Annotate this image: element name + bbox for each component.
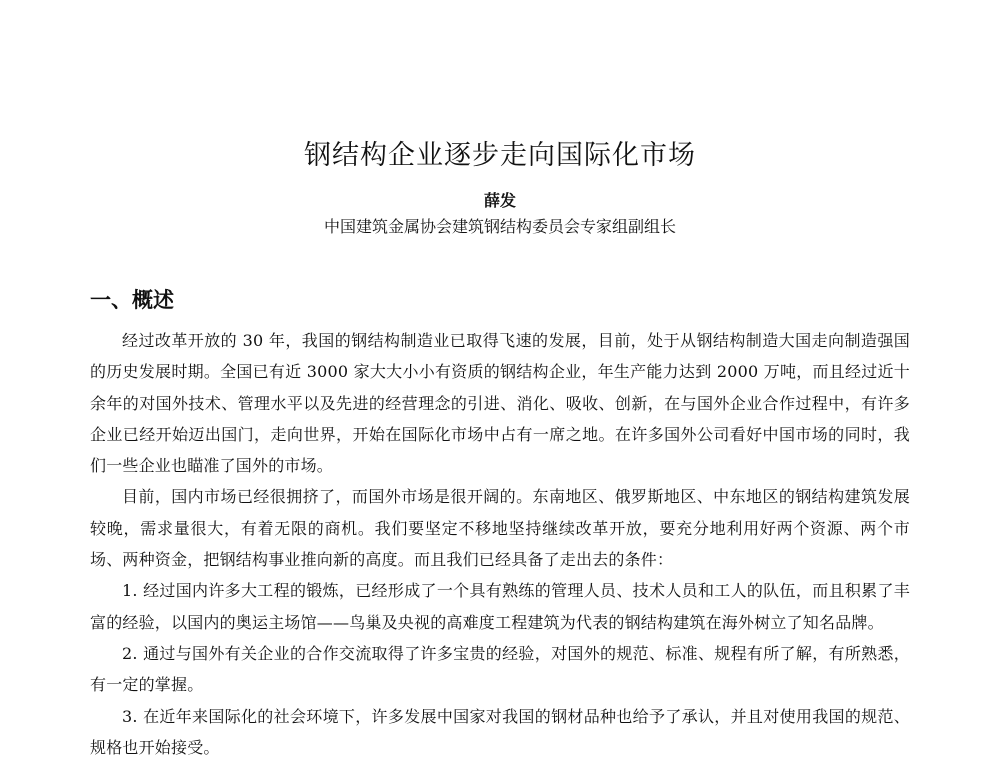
author-affiliation: 中国建筑金属协会建筑钢结构委员会专家组副组长 (323, 217, 676, 236)
list-item: 1. 经过国内许多大工程的锻炼，已经形成了一个具有熟练的管理人员、技术人员和工人的队伍，而且积累了丰富的经验，以国内的奥运主场馆——鸟巢及央视的高难度工程建筑为代表的钢结构建筑在海外树立了知名品牌。 (90, 581, 910, 632)
paragraph: 经过改革开放的 30 年，我国的钢结构制造业已取得飞速的发展，目前，处于从钢结构制造大国走向制造强国的历史发展时期。全国已有近 3000 家大大小小有资质的钢结构企业，年生产能力达到 2000 万吨，而且经过近十余年的对国外技术、管理水平以及先进的经营理念的引进、消化、吸收、创新，在与国外企业合作过程中，有许多企业已经开始迈出国门，走向世界，开始在国际化市场中占有一席之地。在许多国外公司看好中国市场的同时，我们一些企业也瞄准了国外的市场。 (90, 331, 910, 476)
author-name: 薛发 (483, 191, 516, 210)
paper-title: 钢结构企业逐步走向国际化市场 (304, 140, 696, 171)
paragraph: 目前，国内市场已经很拥挤了，而国外市场是很开阔的。东南地区、俄罗斯地区、中东地区的钢结构建筑发展较晚，需求量很大，有着无限的商机。我们要坚定不移地坚持继续改革开放，要充分地利用好两个资源、两个市场、两种资金，把钢结构事业推向新的高度。而且我们已经具备了走出去的条件： (90, 487, 910, 570)
list-item: 2. 通过与国外有关企业的合作交流取得了许多宝贵的经验，对国外的规范、标准、规程有所了解，有所熟悉，有一定的掌握。 (90, 643, 910, 695)
section-body (90, 325, 910, 763)
list-item: 3. 在近年来国际化的社会环境下，许多发展中国家对我国的钢材品种也给予了承认，并且对使用我国的规范、规格也开始接受。 (90, 706, 910, 757)
section-heading-overview: 一、概述 (90, 287, 174, 312)
